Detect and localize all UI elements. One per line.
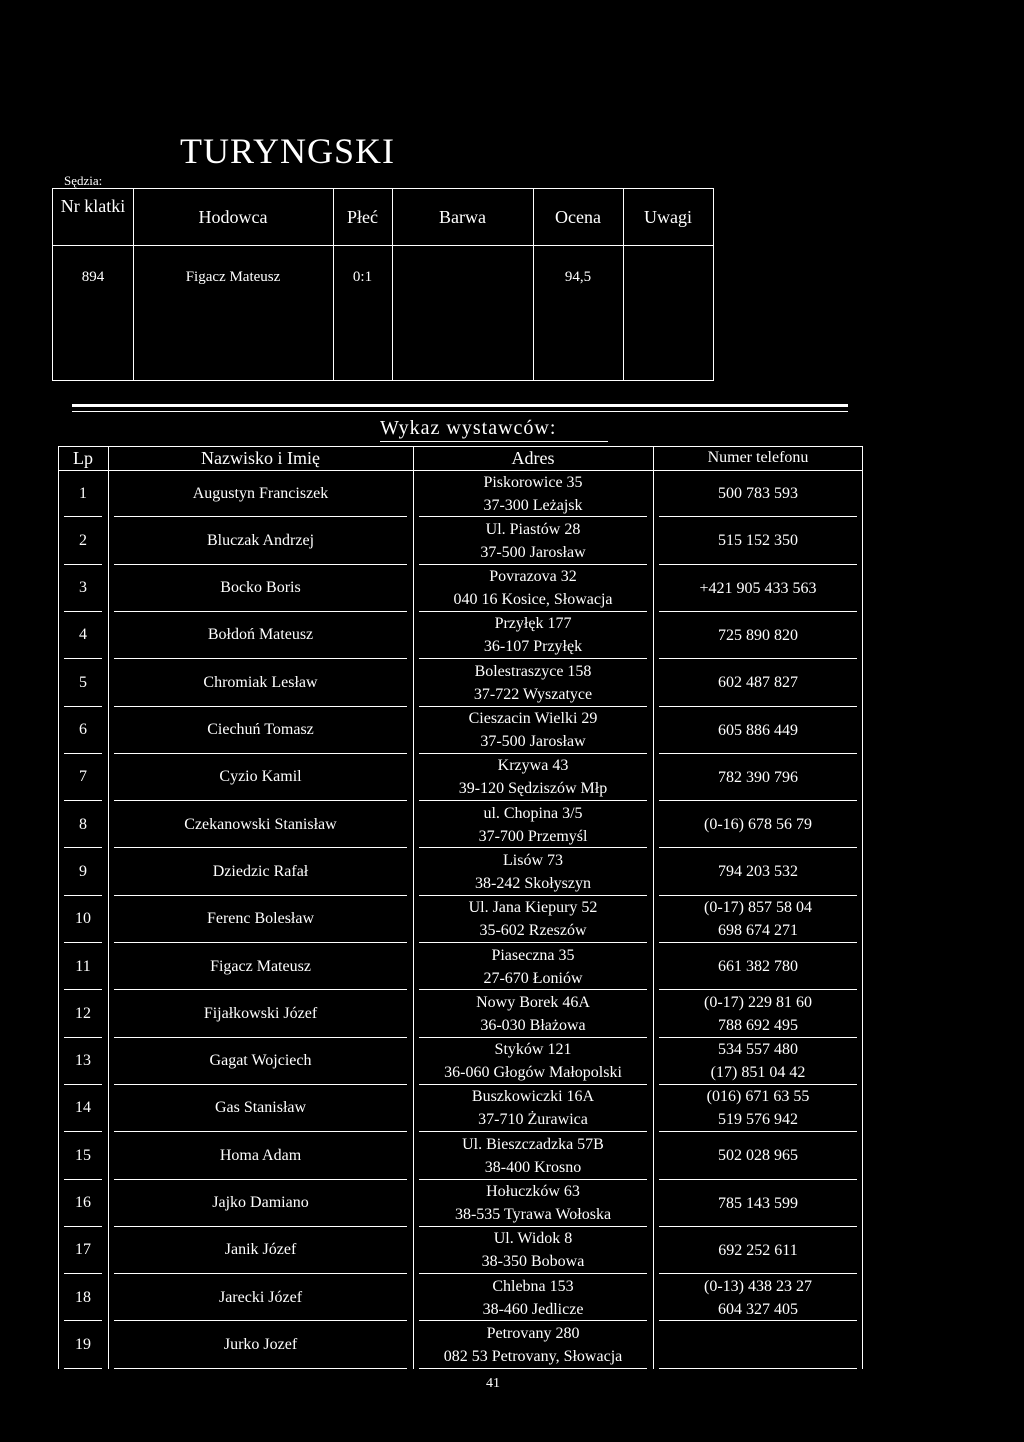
row-phone — [653, 990, 863, 1037]
entries-table — [52, 188, 714, 381]
address-line-2: 27-670 Łoniów — [483, 969, 583, 987]
row-name — [108, 1085, 413, 1132]
page-title: TURYNGSKI — [180, 131, 396, 171]
row-address — [413, 1085, 653, 1132]
row-name — [108, 754, 413, 801]
row-name — [108, 990, 413, 1037]
address-line-1: Krzywa 43 — [497, 757, 569, 775]
row-phone — [653, 707, 863, 754]
address-line-1: Piskorowice 35 — [483, 473, 583, 491]
row-name — [108, 1132, 413, 1179]
row-address — [413, 754, 653, 801]
lp-value: 3 — [79, 579, 87, 597]
header-sex: Płeć — [347, 207, 378, 227]
row-name — [108, 565, 413, 612]
phone-line-1: 534 557 480 — [718, 1041, 798, 1059]
page-number: 41 — [486, 1376, 500, 1391]
row-phone — [653, 1180, 863, 1227]
exhibitor-row — [58, 754, 863, 801]
header-cage: Nr klatki — [60, 196, 126, 216]
lp-value: 1 — [79, 484, 87, 502]
header-notes: Uwagi — [644, 207, 692, 227]
name-value: Jarecki Józef — [218, 1288, 303, 1306]
heading-underline — [380, 441, 608, 442]
row-lp — [58, 896, 108, 943]
exhibitor-row — [58, 1132, 863, 1179]
row-lp — [58, 754, 108, 801]
exhibitor-row — [58, 1038, 863, 1085]
header-phone: Numer telefonu — [707, 449, 809, 466]
row-name — [108, 1274, 413, 1321]
address-line-2: 35-602 Rzeszów — [479, 922, 587, 940]
exhibitor-row — [58, 707, 863, 754]
address-line-2: 36-030 Błażowa — [480, 1016, 586, 1034]
row-name — [108, 1321, 413, 1368]
address-line-2: 37-722 Wyszatyce — [473, 685, 593, 703]
row-lp — [58, 1180, 108, 1227]
row-phone — [653, 517, 863, 564]
row-address — [413, 612, 653, 659]
address-line-1: Povrazova 32 — [489, 568, 577, 586]
judge-label: Sędzia: — [64, 173, 103, 188]
row-address — [413, 1321, 653, 1368]
address-line-1: Hołuczków 63 — [486, 1183, 580, 1200]
phone-line-1: (0-17) 857 58 04 — [704, 899, 812, 917]
name-value: Czekanowski Stanisław — [184, 815, 337, 833]
divider-thick — [72, 404, 848, 407]
name-value: Jurko Jozef — [223, 1335, 298, 1353]
row-name — [108, 848, 413, 895]
row-lp — [58, 943, 108, 990]
row-lp — [58, 1038, 108, 1085]
row-phone — [653, 1132, 863, 1179]
address-line-1: Ul. Piastów 28 — [485, 520, 581, 538]
phone-line-1: 785 143 599 — [718, 1194, 798, 1212]
exhibitor-row — [58, 517, 863, 564]
address-line-2: 37-700 Przemyśl — [478, 827, 588, 845]
name-value: Augustyn Franciszek — [192, 484, 329, 502]
phone-line-1: 661 382 780 — [718, 958, 798, 975]
address-line-2: 082 53 Petrovany, Słowacja — [443, 1347, 623, 1365]
header-lp: Lp — [73, 448, 93, 468]
exhibitor-row — [58, 1180, 863, 1227]
row-address — [413, 707, 653, 754]
row-address — [413, 1274, 653, 1321]
name-value: Ciechuń Tomasz — [207, 721, 314, 738]
row-name — [108, 517, 413, 564]
address-line-1: Styków 121 — [494, 1041, 572, 1059]
phone-line-1: (0-17) 229 81 60 — [704, 993, 812, 1011]
phone-line-2: (17) 851 04 42 — [710, 1064, 806, 1082]
entry-cage: 894 — [81, 269, 105, 285]
row-name — [108, 896, 413, 943]
row-lp — [58, 659, 108, 706]
lp-value: 4 — [79, 626, 87, 644]
exhibitor-row — [58, 612, 863, 659]
lp-value: 11 — [75, 957, 91, 975]
name-value: Bocko Boris — [220, 579, 301, 597]
name-value: Figacz Mateusz — [210, 957, 311, 975]
address-line-2: 38-350 Bobowa — [481, 1253, 585, 1271]
phone-line-1: 502 028 965 — [718, 1147, 798, 1165]
address-line-1: ul. Chopina 3/5 — [483, 804, 583, 822]
exhibitors-heading: Wykaz wystawców: — [380, 417, 557, 439]
phone-line-1: 725 890 820 — [718, 626, 798, 644]
address-line-2: 37-500 Jarosław — [480, 543, 586, 561]
lp-value: 15 — [75, 1146, 91, 1164]
row-address — [413, 470, 653, 517]
row-address — [413, 659, 653, 706]
row-name — [108, 470, 413, 517]
address-line-1: Chlebna 153 — [492, 1277, 574, 1295]
lp-value: 17 — [75, 1241, 91, 1259]
row-phone — [653, 1085, 863, 1132]
row-address — [413, 1132, 653, 1179]
phone-line-1: (0-13) 438 23 27 — [704, 1277, 812, 1295]
row-address — [413, 896, 653, 943]
row-address — [413, 848, 653, 895]
phone-line-1: 602 487 827 — [718, 674, 798, 692]
row-address — [413, 990, 653, 1037]
entry-score: 94,5 — [564, 269, 592, 285]
row-name — [108, 707, 413, 754]
name-value: Gas Stanisław — [214, 1099, 307, 1117]
row-lp — [58, 612, 108, 659]
lp-value: 13 — [75, 1052, 91, 1070]
row-lp — [58, 1085, 108, 1132]
exhibitor-row — [58, 1321, 863, 1368]
row-phone — [653, 470, 863, 517]
header-address: Adres — [511, 448, 555, 468]
exhibitor-row — [58, 565, 863, 612]
address-line-1: Ul. Widok 8 — [493, 1230, 573, 1248]
row-address — [413, 1227, 653, 1274]
row-address — [413, 943, 653, 990]
lp-value: 14 — [75, 1099, 91, 1117]
address-line-2: 36-107 Przyłęk — [483, 638, 583, 656]
row-address — [413, 1180, 653, 1227]
address-line-1: Nowy Borek 46A — [476, 993, 590, 1011]
row-phone — [653, 612, 863, 659]
address-line-1: Przyłęk 177 — [494, 615, 572, 633]
address-line-1: Bolestraszyce 158 — [474, 662, 592, 680]
header-score: Ocena — [555, 207, 601, 227]
exhibitor-row — [58, 470, 863, 517]
name-value: Jajko Damiano — [212, 1194, 309, 1211]
lp-value: 7 — [79, 768, 87, 786]
address-line-2: 040 16 Kosice, Słowacja — [453, 591, 613, 609]
name-value: Bołdoń Mateusz — [207, 626, 314, 644]
phone-line-1: 692 252 611 — [718, 1241, 798, 1259]
row-phone — [653, 659, 863, 706]
row-phone — [653, 943, 863, 990]
lp-value: 10 — [75, 910, 91, 928]
phone-line-2: 788 692 495 — [718, 1016, 798, 1034]
row-lp — [58, 1227, 108, 1274]
address-line-2: 38-535 Tyrawa Wołoska — [454, 1206, 612, 1223]
row-lp — [58, 848, 108, 895]
row-lp — [58, 707, 108, 754]
name-value: Gagat Wojciech — [209, 1052, 312, 1070]
name-value: Chromiak Lesław — [203, 673, 318, 691]
address-line-1: Ul. Bieszczadzka 57B — [462, 1135, 604, 1153]
row-lp — [58, 470, 108, 517]
address-line-1: Lisów 73 — [503, 851, 563, 869]
name-value: Ferenc Bolesław — [206, 910, 315, 928]
address-line-2: 38-400 Krosno — [484, 1158, 582, 1176]
row-name — [108, 1038, 413, 1085]
lp-value: 8 — [79, 815, 87, 833]
phone-line-2: 519 576 942 — [718, 1111, 798, 1129]
name-value: Bluczak Andrzej — [206, 531, 315, 549]
name-value: Cyzio Kamil — [219, 768, 302, 786]
row-lp — [58, 1274, 108, 1321]
row-name — [108, 659, 413, 706]
row-lp — [58, 517, 108, 564]
row-lp — [58, 1321, 108, 1368]
row-address — [413, 801, 653, 848]
row-lp — [58, 565, 108, 612]
address-line-2: 38-242 Skołyszyn — [475, 874, 591, 892]
name-value: Fijałkowski Józef — [203, 1004, 318, 1022]
exhibitor-row — [58, 1227, 863, 1274]
row-phone — [653, 1227, 863, 1274]
exhibitor-row — [58, 848, 863, 895]
name-value: Dziedzic Rafał — [212, 862, 309, 880]
exhibitor-row — [58, 659, 863, 706]
phone-line-2: 698 674 271 — [718, 922, 798, 940]
lp-value: 6 — [79, 721, 87, 738]
row-name — [108, 801, 413, 848]
entry-sex: 0:1 — [352, 269, 373, 285]
address-line-2: 38-460 Jedlicze — [482, 1300, 584, 1318]
address-line-1: Petrovany 280 — [486, 1324, 580, 1342]
lp-value: 9 — [79, 862, 87, 880]
address-line-2: 37-300 Leżajsk — [483, 496, 583, 514]
row-phone — [653, 1321, 863, 1368]
address-line-2: 36-060 Głogów Małopolski — [444, 1064, 622, 1082]
lp-value: 18 — [75, 1288, 91, 1306]
row-name — [108, 943, 413, 990]
header-name: Nazwisko i Imię — [201, 448, 320, 468]
name-value: Homa Adam — [219, 1146, 302, 1164]
row-phone — [653, 754, 863, 801]
lp-value: 2 — [79, 531, 87, 549]
name-value: Janik Józef — [224, 1241, 297, 1259]
row-address — [413, 517, 653, 564]
lp-value: 12 — [75, 1004, 91, 1022]
lp-value: 16 — [75, 1194, 91, 1211]
header-color: Barwa — [439, 207, 486, 227]
row-name — [108, 1227, 413, 1274]
row-name — [108, 1180, 413, 1227]
row-phone — [653, 801, 863, 848]
phone-line-1: 794 203 532 — [718, 863, 798, 881]
phone-line-1: 605 886 449 — [718, 721, 798, 739]
row-name — [108, 612, 413, 659]
lp-value: 19 — [75, 1335, 91, 1353]
row-lp — [58, 990, 108, 1037]
address-line-2: 39-120 Sędziszów Młp — [458, 780, 608, 798]
address-line-1: Ul. Jana Kiepury 52 — [468, 899, 598, 917]
address-line-1: Cieszacin Wielki 29 — [468, 710, 598, 727]
entry-breeder: Figacz Mateusz — [185, 269, 281, 285]
address-line-2: 37-710 Żurawica — [478, 1111, 588, 1129]
row-phone — [653, 1038, 863, 1085]
phone-line-1: (0-16) 678 56 79 — [704, 816, 812, 834]
phone-line-1: +421 905 433 563 — [699, 579, 817, 597]
row-lp — [58, 1132, 108, 1179]
exhibitor-row — [58, 943, 863, 990]
divider-thin — [72, 411, 848, 412]
row-phone — [653, 848, 863, 895]
exhibitor-row — [58, 1274, 863, 1321]
row-lp — [58, 801, 108, 848]
row-phone — [653, 1274, 863, 1321]
row-phone — [653, 896, 863, 943]
phone-line-2: 604 327 405 — [718, 1300, 798, 1318]
row-phone — [653, 565, 863, 612]
address-line-1: Buszkowiczki 16A — [471, 1088, 595, 1106]
phone-line-1: 500 783 593 — [718, 485, 798, 502]
exhibitor-row — [58, 1085, 863, 1132]
phone-line-1: (016) 671 63 55 — [706, 1088, 810, 1106]
exhibitor-row — [58, 896, 863, 943]
row-address — [413, 1038, 653, 1085]
exhibitor-row — [58, 801, 863, 848]
address-line-1: Piaseczna 35 — [491, 946, 575, 964]
address-line-2: 37-500 Jarosław — [480, 733, 586, 750]
phone-line-1: 515 152 350 — [718, 532, 798, 550]
row-address — [413, 565, 653, 612]
exhibitor-row — [58, 990, 863, 1037]
phone-line-1: 782 390 796 — [718, 768, 798, 786]
header-breeder: Hodowca — [198, 207, 268, 227]
lp-value: 5 — [79, 673, 87, 691]
